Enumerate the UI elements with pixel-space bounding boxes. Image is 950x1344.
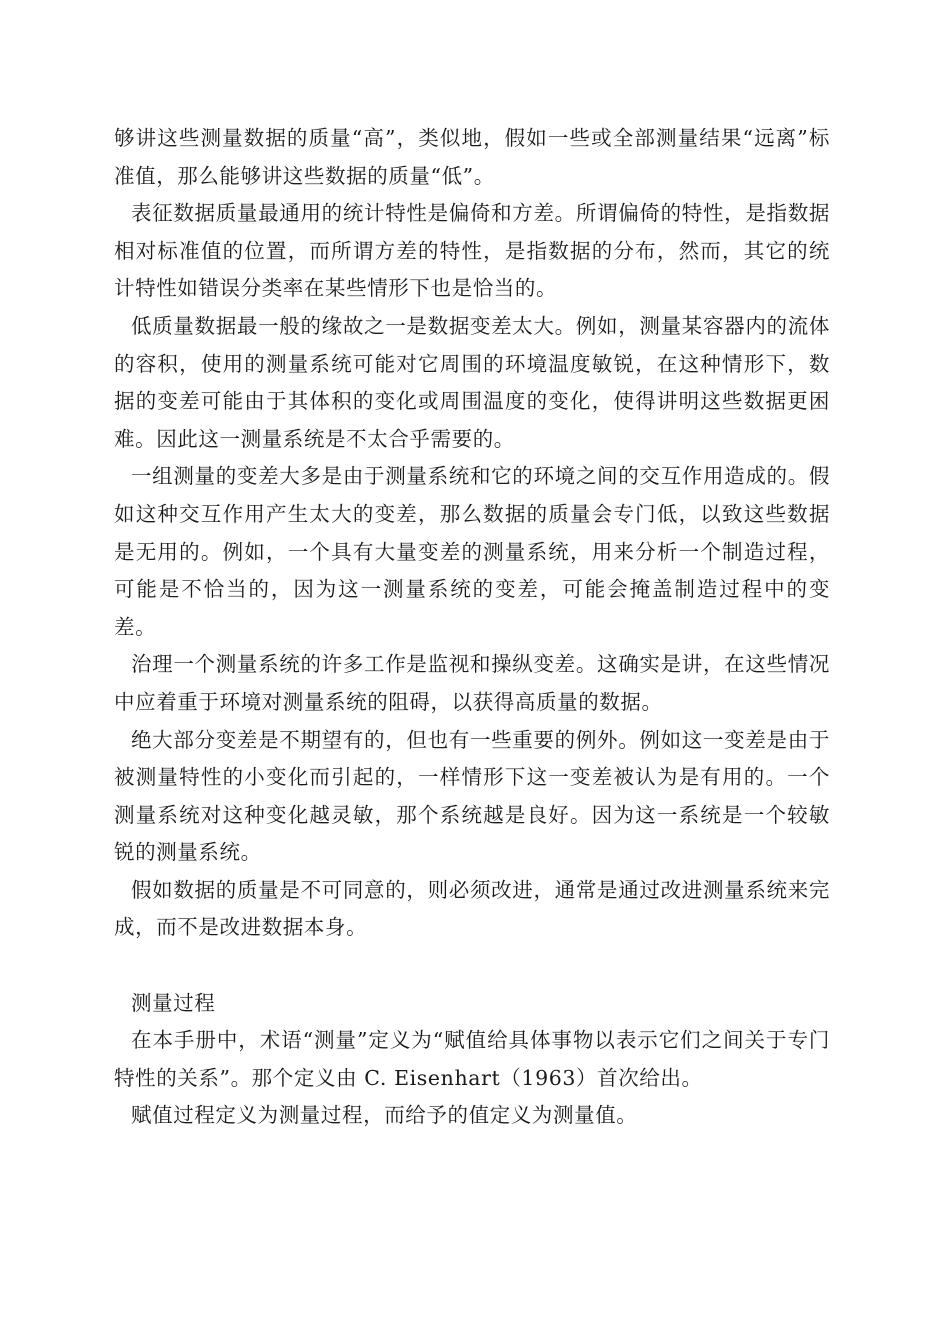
section-paragraph-1: 在本手册中，术语“测量”定义为“赋值给具体事物以表示它们之间关于专门特性的关系”。那个定义由 C. Eisenhart（1963）首次给出。 <box>114 1028 830 1090</box>
paragraph-4: 一组测量的变差大多是由于测量系统和它的环境之间的交互作用造成的。假如这种交互作用产生太大的变差，那么数据的质量会专门低，以致这些数据是无用的。例如，一个具有大量变差的测量系统，用来分析一个制造过程，可能是不恰当的，因为这一测量系统的变差，可能会掩盖制造过程中的变差。 <box>114 464 830 639</box>
paragraph-7: 假如数据的质量是不可同意的，则必须改进，通常是通过改进测量系统来完成，而不是改进数据本身。 <box>114 877 830 940</box>
section-heading: 测量过程 <box>131 990 216 1015</box>
paragraph-2: 表征数据质量最通用的统计特性是偏倚和方差。所谓偏倚的特性，是指数据相对标准值的位置，而所谓方差的特性，是指数据的分布，然而，其它的统计特性如错误分类率在某些情形下也是恰当的。 <box>114 201 830 301</box>
section-paragraph-2: 赋值过程定义为测量过程，而给予的值定义为测量值。 <box>131 1103 638 1128</box>
paragraph-6: 绝大部分变差是不期望有的，但也有一些重要的例外。例如这一变差是由于被测量特性的小变化而引起的，一样情形下这一变差被认为是有用的。一个测量系统对这种变化越灵敏，那个系统越是良好。因为这一系统是一个较敏锐的测量系统。 <box>114 727 830 865</box>
paragraph-5: 治理一个测量系统的许多工作是监视和操纵变差。这确实是讲，在这些情况中应着重于环境对测量系统的阻碍，以获得高质量的数据。 <box>114 652 830 714</box>
paragraph-1: 够讲这些测量数据的质量“高”，类似地，假如一些或全部测量结果“远离”标准值，那么能够讲这些数据的质量“低”。 <box>114 126 830 188</box>
document-body <box>114 120 830 1135</box>
paragraph-3: 低质量数据最一般的缘故之一是数据变差太大。例如，测量某容器内的流体的容积，使用的测量系统可能对它周围的环境温度敏锐，在这种情形下，数据的变差可能由于其体积的变化或周围温度的变化，使得讲明这些数据更困难。因此这一测量系统是不太合乎需要的。 <box>114 313 830 451</box>
section-spacer <box>114 947 830 985</box>
